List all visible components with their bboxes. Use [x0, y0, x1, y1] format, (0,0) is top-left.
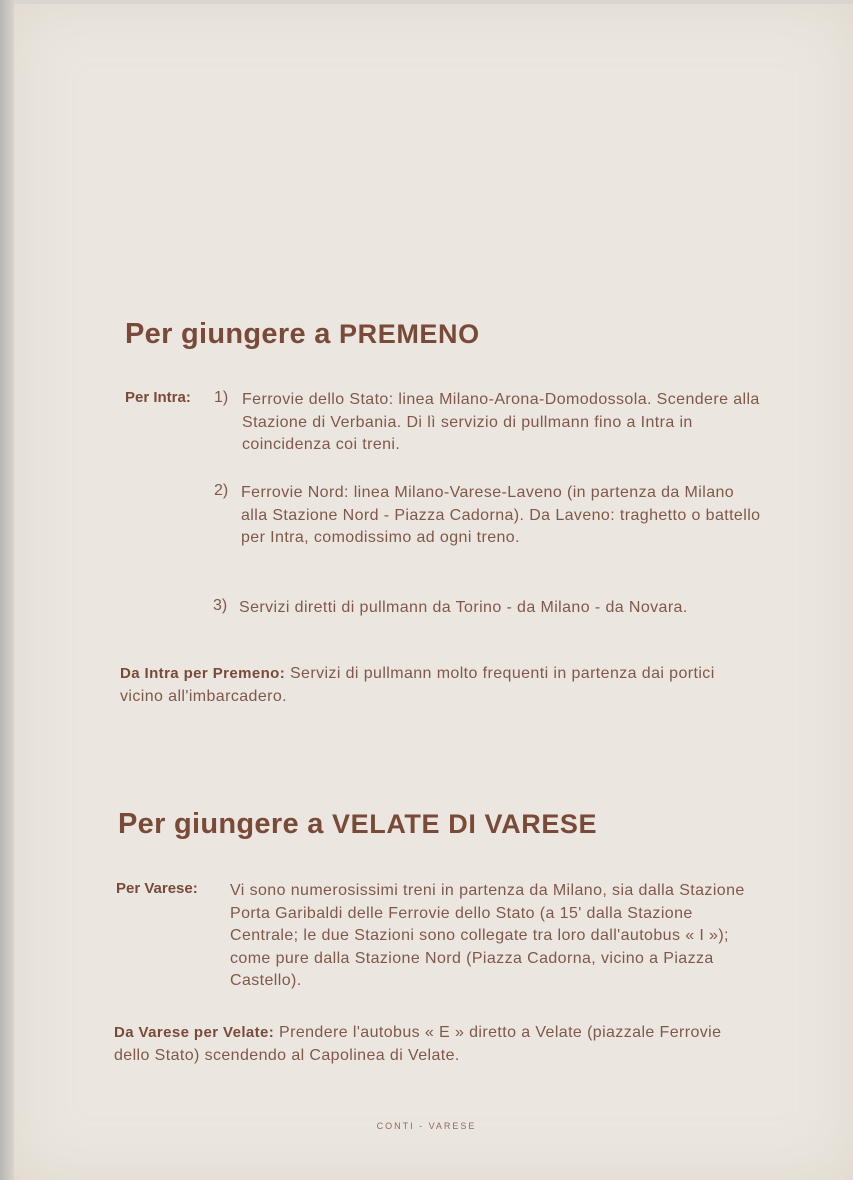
item-3-text: Servizi diretti di pullmann da Torino - da Milano - da Novara. — [239, 599, 688, 616]
varese-velate-block — [114, 1022, 760, 1067]
item-1-text: Ferrovie dello Stato: linea Milano-Arona-Domodossola. Scendere alla Stazione di Verbania. Di lì servizio di pullmann fino a Intra in coincidenza coi treni. — [242, 391, 760, 453]
item-2-number: 2) — [214, 482, 229, 499]
item-1-number: 1) — [214, 389, 229, 406]
varese-velate-label: Da Varese per Velate: — [114, 1024, 275, 1041]
premeno-heading — [125, 318, 480, 351]
document-page — [14, 4, 853, 1180]
item-2-text: Ferrovie Nord: linea Milano-Varese-Laveno (in partenza da Milano alla Stazione Nord - Piazza Cadorna). Da Laveno: traghetto o battello per Intra, comodissimo ad ogni treno. — [241, 484, 761, 546]
varese-velate-text: Prendere l'autobus « E » diretto a Velate (piazzale Ferrovie dello Stato) scendendo al Capolinea di Velate. — [114, 1024, 722, 1064]
per-intra-label: Per Intra: — [125, 389, 191, 406]
intra-premeno-label: Da Intra per Premeno: — [120, 665, 286, 682]
heading-prefix: Per giungere a — [118, 808, 333, 840]
varese-text: Vi sono numerosissimi treni in partenza da Milano, sia dalla Stazione Porta Garibaldi delle Ferrovie dello Stato (a 15' dalla Stazione Centrale; le due Stazioni sono collegate tra loro dall'autobus « I »); come pure dalla Stazione Nord (Piazza Cadorna, vicino a Piazza Castello). — [230, 882, 745, 989]
velate-heading — [118, 808, 597, 841]
heading-place: VELATE DI VARESE — [332, 809, 598, 839]
item-3-number: 3) — [213, 597, 228, 614]
intra-premeno-text: Servizi di pullmann molto frequenti in partenza dai portici vicino all'imbarcadero. — [120, 665, 715, 705]
page-edge — [0, 0, 14, 1180]
printer-footer: CONTI - VARESE — [376, 1121, 477, 1131]
heading-prefix: Per giungere a — [125, 318, 340, 350]
intra-premeno-block — [120, 663, 760, 708]
heading-place: PREMENO — [339, 319, 480, 349]
per-varese-label: Per Varese: — [116, 880, 198, 897]
